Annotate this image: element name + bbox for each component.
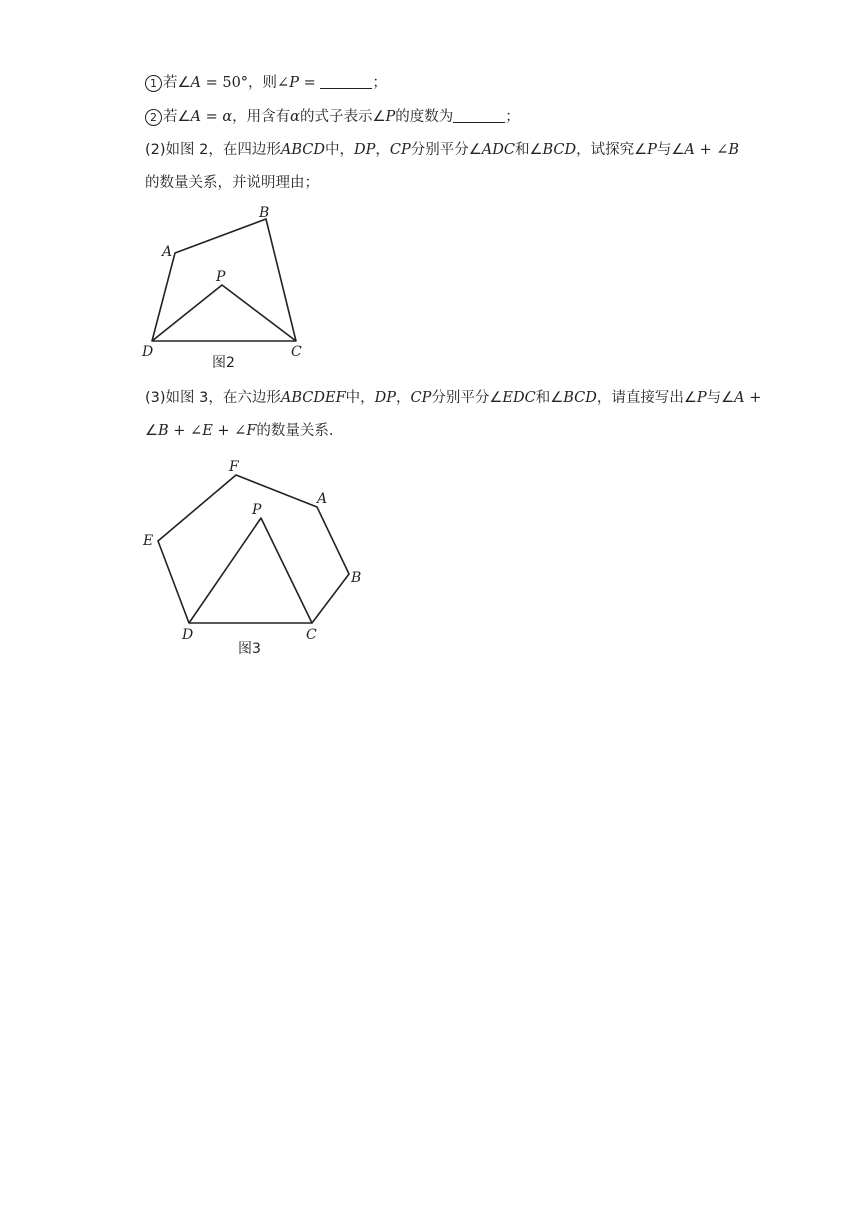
vertex-label-B: B <box>259 205 270 221</box>
vertex-label-D: D <box>142 344 154 360</box>
vertex-label-P: P <box>252 502 262 518</box>
vertex-label-A: A <box>162 244 173 260</box>
vertex-label-B: B <box>351 570 362 586</box>
figure-3-caption: 图3 <box>238 641 261 657</box>
vertex-label-F: F <box>229 459 239 475</box>
answer-blank[interactable] <box>453 108 505 123</box>
answer-blank[interactable] <box>320 74 372 89</box>
bisectors-DP-CP <box>189 518 312 623</box>
question-2-line-1: (2)如图 2，在四边形ABCD中，DP，CP分别平分∠ADC和∠BCD，试探究∠P与∠A + ∠B <box>145 142 740 158</box>
question-3-line-1: (3)如图 3，在六边形ABCDEF中，DP，CP分别平分∠EDC和∠BCD，请直接写出∠P与∠A + <box>145 390 762 406</box>
circled-number: 1 <box>145 75 162 92</box>
question-2-line-2: 的数量关系，并说明理由； <box>145 175 319 191</box>
bisectors-DP-CP <box>152 285 296 341</box>
vertex-label-C: C <box>306 627 317 643</box>
figure-2 <box>138 200 318 375</box>
vertex-label-A: A <box>317 491 328 507</box>
vertex-label-D: D <box>182 627 194 643</box>
circled-number: 2 <box>145 109 162 126</box>
vertex-label-C: C <box>291 344 302 360</box>
figure-2-caption: 图2 <box>212 355 235 371</box>
vertex-label-E: E <box>143 533 154 549</box>
question-1-part-2: 2 若∠A = α，用含有α的式子表示∠P的度数为 ； <box>145 106 520 128</box>
question-3-line-2: ∠B + ∠E + ∠F的数量关系. <box>145 423 334 439</box>
figure-3 <box>138 455 368 660</box>
question-1-part-1: 1 若∠A = 50°，则∠P = ； <box>145 72 387 94</box>
vertex-label-P: P <box>216 269 226 285</box>
